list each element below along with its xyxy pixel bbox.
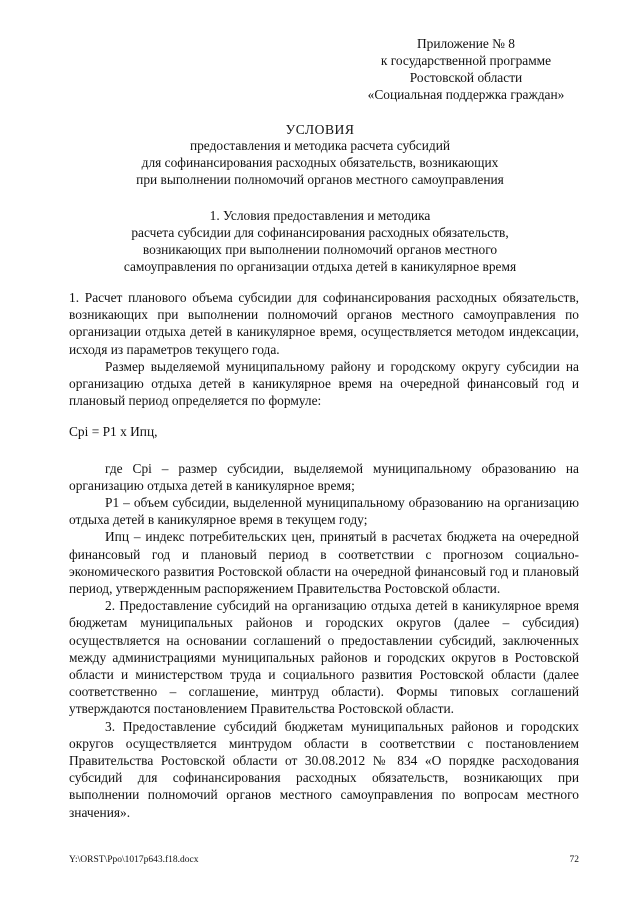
paragraph: где Срi – размер субсидии, выделяемой муниципальному образованию на организацию отдыха детей в каникулярное время;: [69, 460, 579, 493]
document-title: УСЛОВИЯ: [285, 122, 355, 137]
appendix-region: Ростовской области: [409, 70, 523, 85]
paragraph: Р1 – объем субсидии, выделенной муниципальному образованию на организацию отдыха детей в каникулярное время в текущем году;: [69, 495, 579, 528]
page-footer: [69, 855, 579, 865]
section-heading: [60, 207, 580, 275]
appendix-program-ref: к государственной программе: [380, 53, 552, 68]
paragraph: Ипц – индекс потребительских цен, принятый в расчетах бюджета на очередной финансовый год и плановый период в соответствии с прогнозом социально-экономического развития Ростовской области на очередной финансовый год и плановый период, утвержденным распоряжением Правительства Ростовской области.: [69, 529, 579, 597]
section-heading-line: расчета субсидии для софинансирования расходных обязательств,: [131, 225, 509, 240]
subtitle-line: предоставления и методика расчета субсидий: [189, 138, 451, 153]
paragraph: 3. Предоставление субсидий бюджетам муниципальных районов и городских округов осуществляется минтрудом области в соответствии с постановлением Правительства Ростовской области от 30.08.2012 № 834 «О порядке расходования субсидий для софинансирования расходных обязательств, возникающих при выполнении полномочий органов местного самоуправления по вопросам местного значения».: [69, 718, 579, 820]
subtitle-line: при выполнении полномочий органов местного самоуправления: [136, 172, 504, 187]
section-heading-line: самоуправления по организации отдыха детей в каникулярное время: [123, 259, 517, 274]
section-heading-line: возникающих при выполнении полномочий органов местного: [142, 242, 498, 257]
paragraph: 2. Предоставление субсидий на организацию отдыха детей в каникулярное время бюджетам муниципальных районов и городских округов (далее – субсидия) осуществляется на основании соглашений о предоставлении субсидий, заключенных между администрациями муниципальных районов и городских округов в Ростовской области и министерством труда и социального развития Ростовской области (далее соответственно – соглашение, минтруд области). Формы типовых соглашений утверждаются постановлением Правительства Ростовской области.: [69, 598, 579, 717]
paragraph: 1. Расчет планового объема субсидии для софинансирования расходных обязательств, возникающих при выполнении полномочий органов местного самоуправления по организации отдыха детей в каникулярное время, осуществляется методом индексации, исходя из параметров текущего года.: [69, 290, 579, 357]
subtitle-line: для софинансирования расходных обязательств, возникающих: [141, 155, 499, 170]
document-subtitle: [60, 137, 580, 188]
appendix-number: Приложение № 8: [416, 36, 516, 51]
file-path: Y:\ORST\Ppo\1017p643.f18.docx: [69, 855, 199, 865]
appendix-header: [352, 35, 580, 103]
formula: Срi = Р1 х Ипц,: [69, 424, 158, 440]
document-body: [69, 289, 579, 821]
appendix-program-name: «Социальная поддержка граждан»: [367, 87, 565, 102]
paragraph: Размер выделяемой муниципальному району и городскому округу субсидии на организацию отдыха детей в каникулярное время на очередной финансовый год и плановый период определяется по формуле:: [69, 358, 579, 409]
section-heading-line: 1. Условия предоставления и методика: [209, 208, 431, 223]
page-number: 72: [569, 855, 579, 865]
